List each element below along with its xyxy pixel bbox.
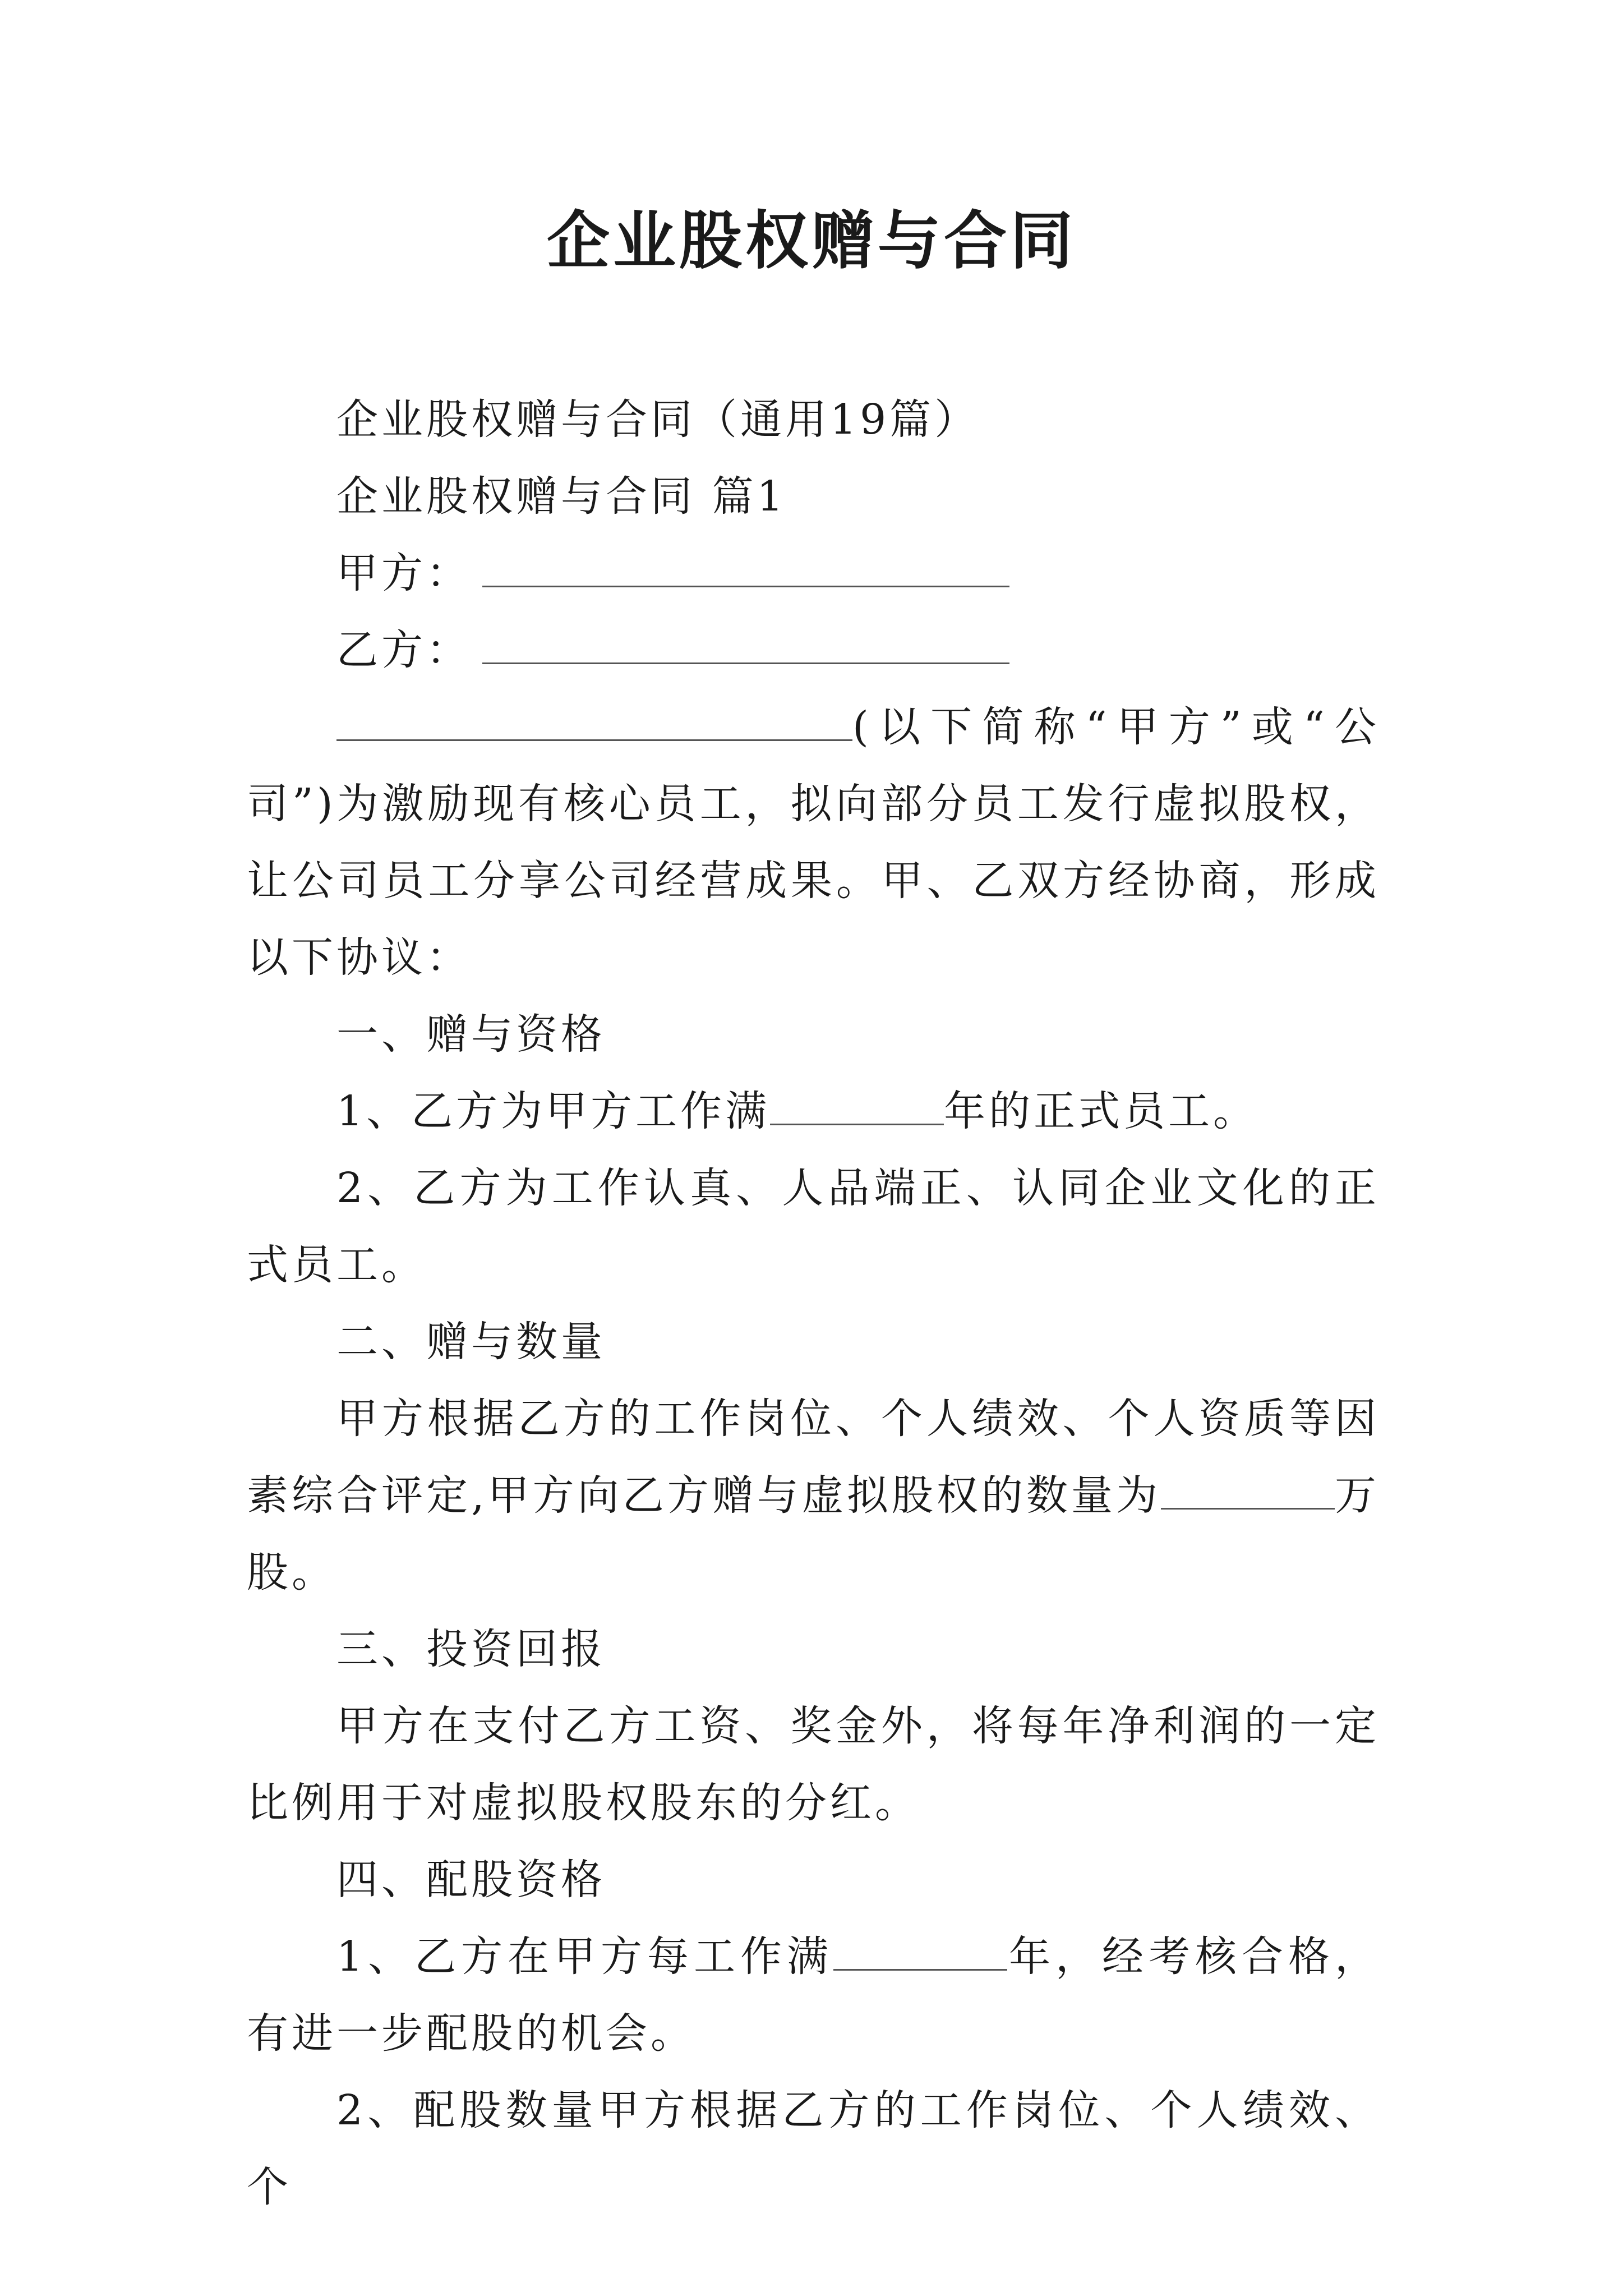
section-4-item-2: 2、配股数量甲方根据乙方的工作岗位、个人绩效、个 [247, 2086, 1380, 2211]
chapter-heading: 企业股权赠与合同 篇1 [336, 472, 787, 521]
allotment-years-blank [833, 1935, 1007, 1971]
section-2-heading: 二、赠与数量 [336, 1318, 606, 1366]
s1-item1-text-before: 1、乙方为甲方工作满 [336, 1087, 771, 1135]
section-1-heading: 一、赠与资格 [336, 1010, 606, 1059]
party-b-label: 乙方： [336, 626, 471, 674]
section-3-paragraph: 甲方在支付乙方工资、奖金外，将每年净利润的一定比例用于对虚拟股权股东的分红。 [247, 1702, 1380, 1827]
party-a-line [247, 535, 1380, 612]
years-blank [770, 1090, 944, 1125]
document-body [247, 381, 1380, 2226]
s2-text-after: 万股。 [247, 1471, 1380, 1596]
section-1-item-1 [247, 1073, 1380, 1150]
document-title: 企业股权赠与合同 [547, 204, 1076, 278]
party-b-line [247, 612, 1380, 689]
shares-blank [1161, 1474, 1335, 1510]
s1-item1-text-after: 年的正式员工。 [944, 1087, 1258, 1135]
company-name-blank [336, 706, 852, 741]
document-subtitle: 企业股权赠与合同（通用19篇） [336, 395, 980, 444]
intro-text: (以下简称“甲方”或“公司”)为激励现有核心员工，拟向部分员工发行虚拟股权，让公司员工分享公司经营成果。甲、乙双方经协商，形成以下协议： [247, 703, 1380, 982]
party-b-blank [482, 629, 1009, 664]
s4-item1-text-before: 1、乙方在甲方每工作满 [336, 1932, 834, 1981]
section-4-item-1 [247, 1918, 1380, 2072]
party-a-label: 甲方： [336, 549, 471, 597]
section-3-heading: 三、投资回报 [336, 1625, 606, 1673]
section-4-heading: 四、配股资格 [336, 1856, 606, 1904]
s4-item1-text-after: 年，经考核合格，有进一步配股的机会。 [247, 1932, 1380, 2058]
s2-text-before: 甲方根据乙方的工作岗位、个人绩效、个人资质等因素综合评定,甲方向乙方赠与虚拟股权的数量为 [247, 1395, 1380, 1520]
intro-paragraph [247, 689, 1380, 996]
section-1-item-2: 2、乙方为工作认真、人品端正、认同企业文化的正式员工。 [247, 1164, 1380, 1289]
party-a-blank [482, 552, 1009, 587]
section-2-paragraph [247, 1381, 1380, 1611]
